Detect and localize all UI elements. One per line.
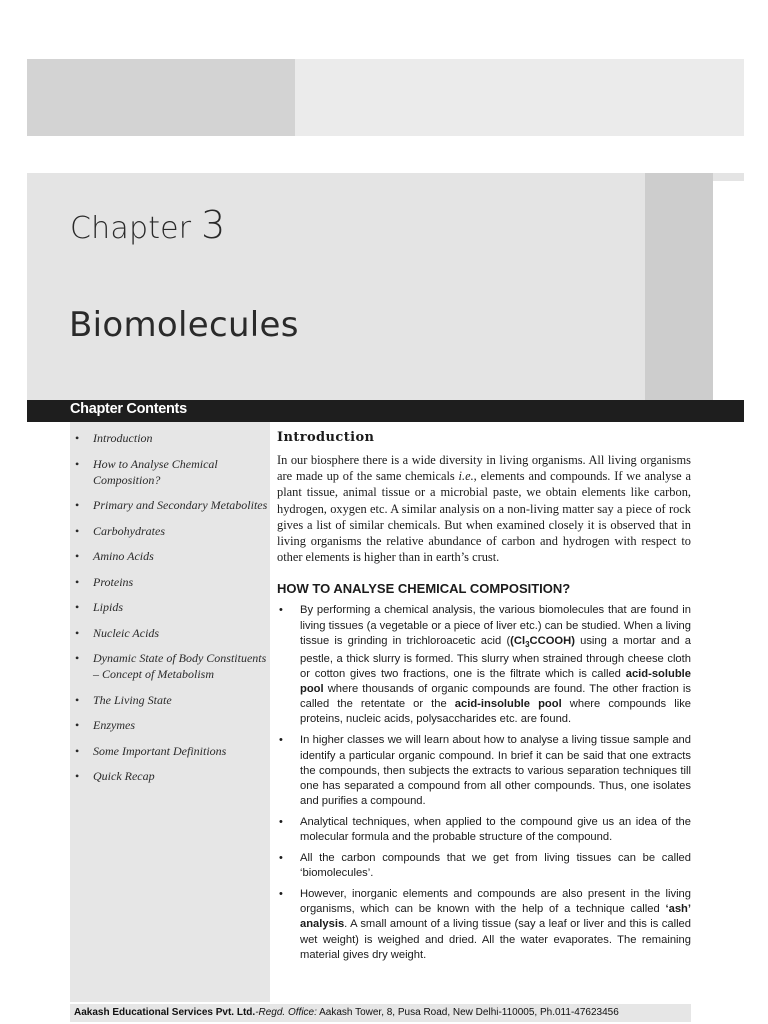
main-content (277, 430, 691, 969)
intro-text-ie: i.e. (458, 469, 474, 484)
bullet-text: . A small amount of a living tissue (say a leaf or liver and this is called wet weight) is weighed and dried. All the water evaporates. The remaining material gives dry weight. (300, 918, 691, 961)
intro-text-part: , elements and compounds. If we analyse a plant tissue, animal tissue or a microbial paste, we obtain elements like carbon, hydrogen, oxygen etc. A similar analysis on a non-living matter say a piece of rock gives a list of similar chemicals. But when examined closely it is observed that in living organisms the relative abundance of carbon and hydrogen with respect to other elements is higher than in earth’s crust. (277, 469, 691, 565)
contents-item: • Dynamic State of Body Constituents – Concept of Metabolism (70, 650, 270, 682)
contents-item: • Nucleic Acids (70, 625, 270, 641)
analysis-heading: HOW TO ANALYSE CHEMICAL COMPOSITION? (277, 581, 571, 597)
formula (510, 635, 575, 647)
formula-subscript: 3 (525, 639, 530, 649)
chapter-banner-side-bar (645, 173, 713, 401)
term-ash-analysis: ‘ash’ analysis (300, 903, 691, 931)
chapter-contents-heading: Chapter Contents (70, 401, 187, 417)
chapter-title: Biomolecules (69, 305, 299, 345)
contents-sidebar (70, 422, 270, 1002)
chapter-banner (27, 173, 744, 401)
term-acid-insoluble-pool: acid-insoluble pool (454, 698, 562, 711)
analysis-bullet (277, 603, 691, 727)
chapter-contents-bar (27, 400, 744, 422)
chapter-number: 3 (201, 203, 226, 247)
contents-list (70, 422, 270, 784)
introduction-paragraph (277, 452, 691, 565)
page-footer (70, 1004, 691, 1022)
contents-item: • Enzymes (70, 717, 270, 733)
footer-regd-label: -Regd. Office: (255, 1007, 317, 1018)
bullet-text: where compounds like proteins, nucleic acids, polysaccharides etc. are found. (300, 698, 692, 726)
intro-text-part: In our biosphere there is a wide diversity in living organisms. All living organisms are made up of the same chemicals (277, 453, 691, 484)
analysis-bullet: • All the carbon compounds that we get from living tissues can be called ‘biomolecules’. (277, 851, 691, 881)
contents-item: • Proteins (70, 574, 270, 590)
contents-item: • Carbohydrates (70, 523, 270, 539)
bullet-text: By performing a chemical analysis, the various biomolecules that are found in living tissues (a vegetable or a piece of liver etc.) can be studied. When a living tissue is grinding in trichloroacetic acid ( (300, 604, 691, 647)
footer-address: Aakash Tower, 8, Pusa Road, New Delhi-110005, Ph.011-47623456 (316, 1007, 619, 1018)
contents-item: • Quick Recap (70, 768, 270, 784)
bullet-text: using a mortar and a pestle, a thick slurry is formed. This slurry when strained through cheese cloth or cotton gives two fractions, one is the filtrate which is called (300, 634, 692, 681)
chapter-word: Chapter (70, 211, 192, 246)
chapter-label (70, 203, 225, 247)
contents-item: • How to Analyse Chemical Composition? (70, 456, 270, 488)
contents-item: • Primary and Secondary Metabolites (70, 497, 270, 513)
bullet-text: where thousands of organic compounds are found. The other fraction is called the retentate or the (300, 683, 691, 711)
contents-item: • The Living State (70, 692, 270, 708)
analysis-bullet (277, 887, 691, 962)
contents-item: • Some Important Definitions (70, 743, 270, 759)
contents-item: • Lipids (70, 599, 270, 615)
analysis-bullet: • In higher classes we will learn about how to analyse a living tissue sample and identify a particular organic compound. In brief it can be said that one extracts the compounds, then subjects the extracts to various separation techniques till one has separated a compound from all other compounds. Thus, one isolates and purifies a compound. (277, 733, 691, 808)
formula-part: (Cl (510, 634, 526, 647)
bullet-text: However, inorganic elements and compounds are also present in the living organisms, which can be known with the help of a technique called (300, 888, 691, 916)
contents-item: • Introduction (70, 430, 270, 446)
header-band (27, 59, 744, 136)
term-acid-soluble-pool: acid-soluble pool (300, 668, 691, 696)
contents-item: • Amino Acids (70, 548, 270, 564)
header-band-accent (27, 59, 295, 136)
analysis-list (277, 603, 691, 962)
chapter-banner-edge (713, 181, 744, 401)
introduction-heading: Introduction (277, 430, 375, 445)
formula-part: CCOOH) (529, 634, 575, 647)
footer-company: Aakash Educational Services Pvt. Ltd. (74, 1007, 256, 1018)
analysis-bullet: • Analytical techniques, when applied to the compound give us an idea of the molecular formula and the probable structure of the compound. (277, 815, 691, 845)
